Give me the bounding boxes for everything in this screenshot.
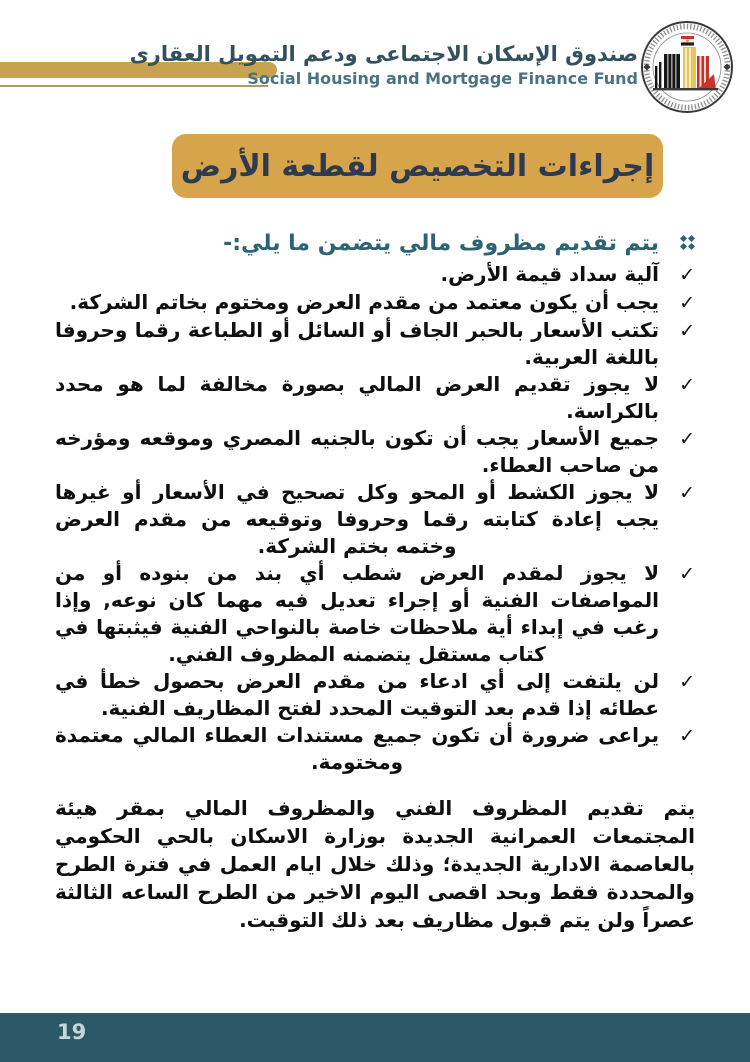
checkmark-icon: ✓ <box>679 428 695 450</box>
list-item-text: لا يجوز تقديم العرض المالي بصورة مخالفة لما هو محدد بالكراسة. <box>55 372 659 423</box>
list-item <box>55 371 695 425</box>
checkmark-icon: ✓ <box>679 563 695 585</box>
page-number: 19 <box>57 1020 87 1044</box>
checkmark-icon: ✓ <box>679 482 695 504</box>
page-title: إجراءات التخصيص لقطعة الأرض <box>180 148 655 184</box>
org-seal-logo-icon <box>640 20 734 114</box>
page-title-banner <box>172 134 663 198</box>
org-name-arabic: صندوق الإسكان الاجتماعى ودعم التمويل العقارى <box>129 42 638 66</box>
list-item-text: لن يلتفت إلى أي ادعاء من مقدم العرض بحصول خطأ في عطائه إذا قدم بعد التوقيت المحدد لفتح المظاريف الفنية. <box>55 669 659 720</box>
diamond-bullet-icon <box>680 235 695 250</box>
list-item <box>55 317 695 371</box>
footer-bar <box>0 1013 750 1062</box>
list-item <box>55 560 695 668</box>
checkmark-icon: ✓ <box>679 374 695 396</box>
closing-paragraph: يتم تقديم المظروف الفني والمظروف المالي بمقر هيئة المجتمعات العمرانية الجديدة بوزارة الاسكان بالحي الحكومي بالعاصمة الادارية الجديدة؛ وذلك خلال ايام العمل في فترة الطرح والمحددة فقط وبحد اقصى اليوم الاخير من الطرح الساعه الثالثة عصراً ولن يتم قبول مظاريف بعد ذلك التوقيت. <box>55 796 695 932</box>
list-item-text: لا يجوز لمقدم العرض شطب أي بند من بنوده أو من المواصفات الفنية أو إجراء تعديل فيه مهما كان نوعه, وإذا رغب في إبداء أية ملاحظات خاصة بالنواحي الفنية فيثبتها في كتاب مستقل يتضمنه المظروف الفني. <box>55 561 659 666</box>
list-item <box>55 261 695 289</box>
checkmark-icon: ✓ <box>679 725 695 747</box>
list-item-text: تكتب الأسعار بالحبر الجاف أو السائل أو الطباعة رقما وحروفا باللغة العربية. <box>55 318 659 369</box>
checkmark-icon: ✓ <box>679 320 695 342</box>
org-name-english: Social Housing and Mortgage Finance Fund <box>247 69 638 88</box>
list-item <box>55 425 695 479</box>
list-item <box>55 289 695 317</box>
document-body <box>55 230 695 934</box>
header-org-names <box>130 40 638 90</box>
section-heading <box>55 230 695 258</box>
section-heading-text: يتم تقديم مظروف مالي يتضمن ما يلي:- <box>223 231 659 256</box>
list-item-text: جميع الأسعار يجب أن تكون بالجنيه المصري وموقعه ومؤرخه من صاحب العطاء. <box>55 426 659 477</box>
list-item <box>55 722 695 776</box>
list-item <box>55 479 695 560</box>
checkmark-icon: ✓ <box>679 292 695 314</box>
list-item <box>55 668 695 722</box>
checkmark-icon: ✓ <box>679 264 695 286</box>
checkmark-icon: ✓ <box>679 671 695 693</box>
list-item-text: آلية سداد قيمة الأرض. <box>440 262 659 286</box>
list-item-text: لا يجوز الكشط أو المحو وكل تصحيح في الأسعار أو غيرها يجب إعادة كتابته رقما وحروفا وتوقيعه من مقدم العرض وختمه بختم الشركة. <box>55 480 659 558</box>
list-item-text: يجب أن يكون معتمد من مقدم العرض ومختوم بخاتم الشركة. <box>69 290 659 314</box>
list-item-text: يراعى ضرورة أن تكون جميع مستندات العطاء المالي معتمدة ومختومة. <box>55 723 659 774</box>
